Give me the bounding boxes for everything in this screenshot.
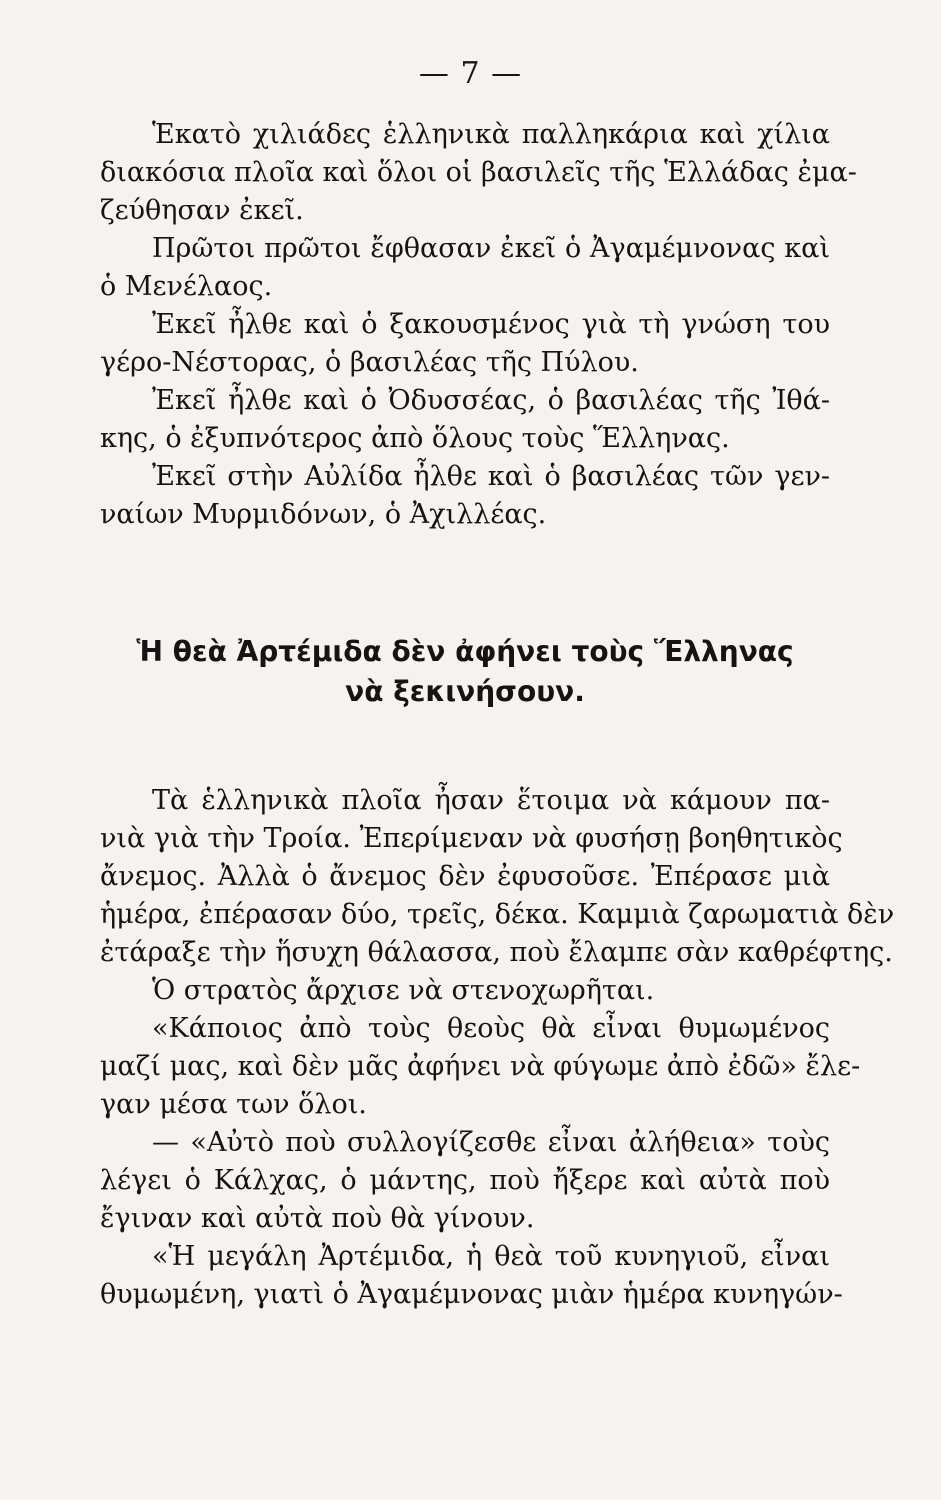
text-line: ἔγιναν καὶ αὐτὰ ποὺ θὰ γίνουν. bbox=[100, 1203, 535, 1234]
text-line: κης, ὁ ἐξυπνότερος ἀπὸ ὅλους τοὺς Ἕλληνας. bbox=[100, 423, 730, 454]
text-line: λέγει ὁ Κάλχας, ὁ μάντης, ποὺ ἤξερε καὶ αὐτὰ ποὺ bbox=[100, 1165, 830, 1196]
text-line: γαν μέσα των ὅλοι. bbox=[100, 1089, 367, 1120]
text-block-main bbox=[100, 782, 895, 1314]
section-heading bbox=[100, 632, 830, 712]
text-line: — «Αὐτὸ ποὺ συλλογίζεσθε εἶναι ἀλήθεια» τοὺς bbox=[152, 1127, 830, 1158]
text-line: ζεύθησαν ἐκεῖ. bbox=[100, 195, 304, 226]
text-line: Πρῶτοι πρῶτοι ἔφθασαν ἐκεῖ ὁ Ἀγαμέμνονας καὶ bbox=[152, 233, 830, 264]
text-line: ἄνεμος. Ἀλλὰ ὁ ἄνεμος δὲν ἐφυσοῦσε. Ἐπέρασε μιὰ bbox=[100, 861, 830, 892]
text-line: Ἐκεῖ ἦλθε καὶ ὁ ξακουσμένος γιὰ τὴ γνώση του bbox=[152, 309, 830, 340]
text-line: γέρο-Νέστορας, ὁ βασιλέας τῆς Πύλου. bbox=[100, 347, 639, 378]
text-line: νιὰ γιὰ τὴν Τροία. Ἐπερίμεναν νὰ φυσήσῃ βοηθητικὸς bbox=[100, 823, 843, 854]
text-line: Ἐκεῖ στὴν Αὐλίδα ἦλθε καὶ ὁ βασιλέας τῶν γεν- bbox=[152, 461, 830, 492]
text-line: ἡμέρα, ἐπέρασαν δύο, τρεῖς, δέκα. Καμμιὰ ζαρωματιὰ δὲν bbox=[100, 899, 895, 930]
heading-line: νὰ ξεκινήσουν. bbox=[345, 675, 585, 708]
text-line: ναίων Μυρμιδόνων, ὁ Ἀχιλλέας. bbox=[100, 499, 547, 530]
text-line: Ἐκεῖ ἦλθε καὶ ὁ Ὀδυσσέας, ὁ βασιλέας τῆς Ἰθά- bbox=[152, 385, 830, 416]
text-line: «Ἡ μεγάλη Ἀρτέμιδα, ἡ θεὰ τοῦ κυνηγιοῦ, εἶναι bbox=[152, 1241, 830, 1272]
text-line: «Κάποιος ἀπὸ τοὺς θεοὺς θὰ εἶναι θυμωμένος bbox=[152, 1013, 830, 1044]
text-line: Τὰ ἑλληνικὰ πλοῖα ἦσαν ἕτοιμα νὰ κάμουν πα- bbox=[152, 785, 830, 816]
text-block-intro bbox=[100, 116, 857, 534]
heading-line: Ἡ θεὰ Ἀρτέμιδα δὲν ἀφήνει τοὺς Ἕλληνας bbox=[136, 635, 794, 668]
text-line: μαζί μας, καὶ δὲν μᾶς ἀφήνει νὰ φύγωμε ἀπὸ ἐδῶ» ἔλε- bbox=[100, 1051, 861, 1082]
text-line: Ὁ στρατὸς ἄρχισε νὰ στενοχωρῆται. bbox=[152, 975, 655, 1006]
text-line: ἐτάραξε τὴν ἥσυχη θάλασσα, ποὺ ἔλαμπε σὰν καθρέφτης. bbox=[100, 937, 893, 968]
text-line: Ἑκατὸ χιλιάδες ἑλληνικὰ παλληκάρια καὶ χίλια bbox=[152, 119, 830, 150]
text-line: ὁ Μενέλαος. bbox=[100, 271, 273, 302]
page-number: — 7 — bbox=[418, 56, 523, 91]
text-line: διακόσια πλοῖα καὶ ὅλοι οἱ βασιλεῖς τῆς Ἑλλάδας ἐμα- bbox=[100, 157, 857, 188]
text-line: θυμωμένη, γιατὶ ὁ Ἀγαμέμνονας μιὰν ἡμέρα κυνηγών- bbox=[100, 1279, 843, 1310]
